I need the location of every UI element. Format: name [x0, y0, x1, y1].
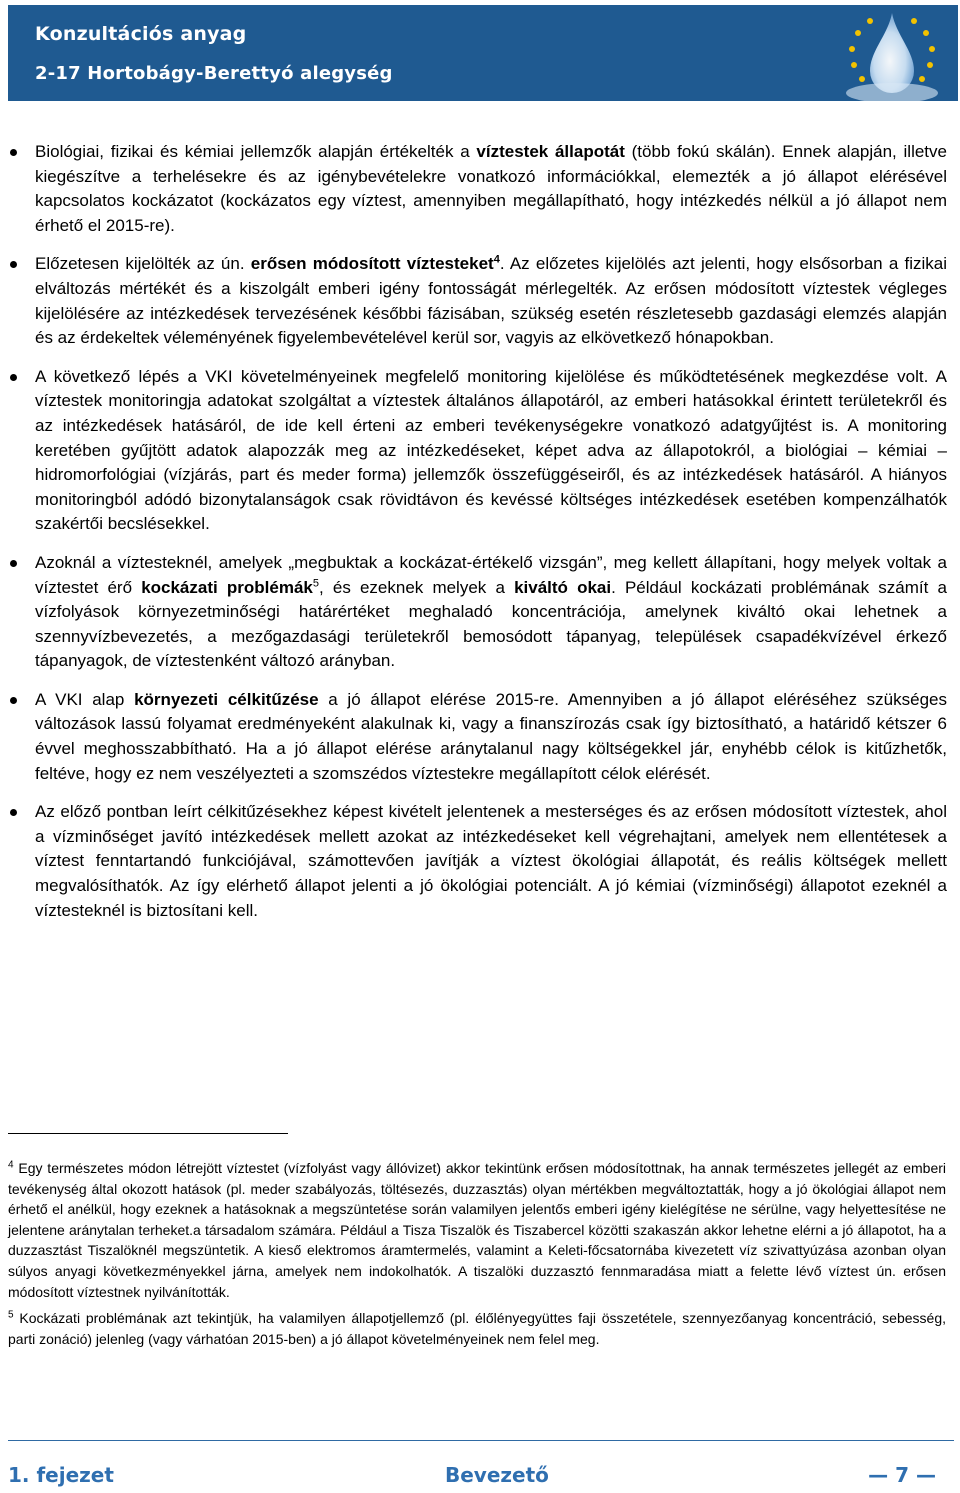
text-segment: Azoknál a víztesteknél, amelyek „megbuktak a kockázat-értékelő vizsgán”, meg kellett állapítani, hogy melyek voltak a víztestet érő: [35, 552, 947, 597]
main-text: [35, 140, 947, 937]
emphasis-text: erősen módosított víztesteket: [250, 254, 494, 274]
bullet-text: [35, 688, 947, 786]
text-segment: Előzetesen kijelölték az ún.: [35, 254, 251, 274]
text-segment: Biológiai, fizikai és kémiai jellemzők alapján értékelték a: [35, 142, 477, 161]
footnote-ref: 4: [493, 253, 500, 266]
emphasis-text: környezeti célkitűzése: [134, 689, 319, 709]
text-segment: A következő lépés a VKI követelményeinek megfelelő monitoring kijelölése és működtetésének megkezdése volt. A víztestek monitoringja adatokat szolgáltat a víztestek általános állapotáról, az emberi hatásokkal érintett területekről és az intézkedések hatásáról, de ide kell érteni az emberi tevékenységekre vonatkozó adatgyűjtést is. A monitoring keretében gyűjtött adatok alapozzák meg az intézkedéseket, képet adva az állapotokról, a biológiai – kémiai – hidromorfológiai (vízjárás, part és meder forma) jellemzők összefüggéseiről, és az intézkedések hatásáról. A hiányos monitoringból adódó bizonytalanságok csak rövidtávon és kevéssé költséges intézkedések esetében kompenzálhatók szakértői becslésekkel.: [35, 366, 947, 534]
footnote-number: 5: [8, 1309, 14, 1321]
footnote-text: Egy természetes módon létrejött víztestet (vízfolyást vagy állóvizet) akkor tekintünk erősen módosítottnak, ha annak természetes jellegét az emberi tevékenység által okozott hatások (pl. meder szabályozás, töltésezés, duzzasztás) olyan mértékben megváltoztatták, hogy a jó ökológiai állapot nem érhető el anélkül, hogy ezeknek a hatásoknak a megszüntetése során valamilyen jelentős emberi igény kielégítése ne sérülne, vagy helyettesítése ne jelentene aránytalan terheket.a társadalom számára. Például a Tisza Tiszalök és Tiszabercel közötti szakaszán akkor lehetne elérni a jó állapotot, ha a duzzasztást Tiszalöknél megszüntetik. A kieső elektromos áramtermelés, valamint a Keleti-főcsatornába kivezetett víz szivattyúzása azonban olyan súlyos anyagi következményekkel járna, amelyek nem indokolhatók. A tiszalöki duzzasztó fennmaradása miatt a felette lévő víztest ún. erősen módosított víztestnek nyilvánították.: [8, 1160, 946, 1300]
text-segment: Az előző pontban leírt célkitűzésekhez képest kivételt jelentenek a mesterséges és az erősen módosított víztestek, ahol a vízminőséget javító intézkedések mellett azokat az intézkedéseket kell végrehajtani, amelyek nem ellentétesek a víztest fenntartandó funkciójával, számottevően javítják a víztest ökológiai állapotát, és reális költségek mellett megvalósíthatók. Az így elérhető állapot jelenti a jó ökológiai potenciált. A jó kémiai (vízminőségi) állapotot ezeknél a víztesteknél is biztosítani kell.: [35, 802, 947, 920]
footer-chapter: 1. fejezet: [8, 1463, 114, 1487]
footer-page-number: — 7 —: [868, 1463, 936, 1487]
footnote-text: Kockázati problémának azt tekintjük, ha valamilyen állapotjellemző (pl. élőlényegyüttes faji összetétele, szennyezőanyag koncentráció, sebesség, parti zonáció) jelenleg (vagy várhatóan 2015-ben) a jó állapot követelményeinek nem felel meg.: [8, 1310, 947, 1347]
text-segment: , és ezeknek melyek a: [318, 577, 515, 597]
footnote-ref: 5: [312, 576, 319, 589]
bullet-text: [35, 800, 947, 923]
footnote: [8, 1158, 946, 1302]
footnote: [8, 1308, 946, 1349]
bullet-text: [35, 252, 947, 350]
emphasis-text: víztestek állapotát: [476, 142, 625, 161]
page-header: [8, 5, 958, 101]
bullet-item: [35, 140, 947, 238]
bullet-item: [35, 688, 947, 786]
text-segment: . Az előzetes kijelölés azt jelenti, hogy elsősorban a fizikai elváltozás mértékét és a kiszolgált emberi igény fontosságát mérlegelték. Az erősen módosított víztestek végleges kijelölésére az intézkedések tervezésének későbbi fázisában, szükség esetén részletesebb gazdasági elemzés alapján és az érdekeltek véleményének figyelembevételével kerül sor, vagyis az elkövetkező hónapokban.: [35, 254, 947, 348]
footnotes: [8, 1158, 946, 1355]
bullet-text: [35, 551, 947, 674]
footer-rule: [8, 1440, 954, 1441]
emphasis-text: kiváltó okai: [514, 577, 612, 597]
bullet-text: [35, 140, 947, 238]
footer-section: Bevezető: [445, 1463, 549, 1487]
footnote-separator: [8, 1133, 288, 1134]
footnote-number: 4: [8, 1159, 14, 1171]
bullet-item: [35, 551, 947, 674]
bullet-text: [35, 365, 947, 537]
text-segment: a jó állapot elérése 2015-re. Amennyiben a jó állapot eléréséhez szükséges változások lassú folyamat eredményeként alakulnak ki, vagy a finanszírozás csak így biztosítható, a határidő kétszer 6 évvel meghosszabbítható. Ha a jó állapot elérése aránytalanul nagy költségekkel jár, enyhébb célok is kitűzhetők, feltéve, hogy ez nem veszélyezteti a szomszédos víztestekre megállapított célok elérését.: [35, 689, 947, 783]
text-segment: . Például kockázati problémának számít a vízfolyások környezetminőségi határértéket meghaladó koncentrációja, amelynek kiváltó okai lehetnek a szennyvízbevezetés, a mezőgazdasági területekről bemosódott tápanyag, települések csapadékvízével érkező tápanyagok, de víztestenként változó arányban.: [35, 577, 947, 671]
emphasis-text: kockázati problémák: [141, 577, 313, 597]
eu-stars-water-drop-icon: [812, 5, 952, 101]
bullet-item: [35, 365, 947, 537]
bullet-item: [35, 252, 947, 350]
header-title: Konzultációs anyag: [35, 23, 247, 45]
header-subtitle: 2-17 Hortobágy-Berettyó alegység: [35, 63, 393, 84]
text-segment: A VKI alap: [35, 689, 135, 709]
text-segment: (több fokú skálán). Ennek alapján, illetve kiegészítve a terhelésekre és az igénybevételekre vonatkozó információkkal, elemezték a jó állapot elérésével kapcsolatos kockázatot (kockázatos egy víztest, amennyiben megállapítható, hogy intézkedés nélkül a jó állapot nem érhető el 2015-re).: [35, 142, 947, 235]
bullet-item: [35, 800, 947, 923]
